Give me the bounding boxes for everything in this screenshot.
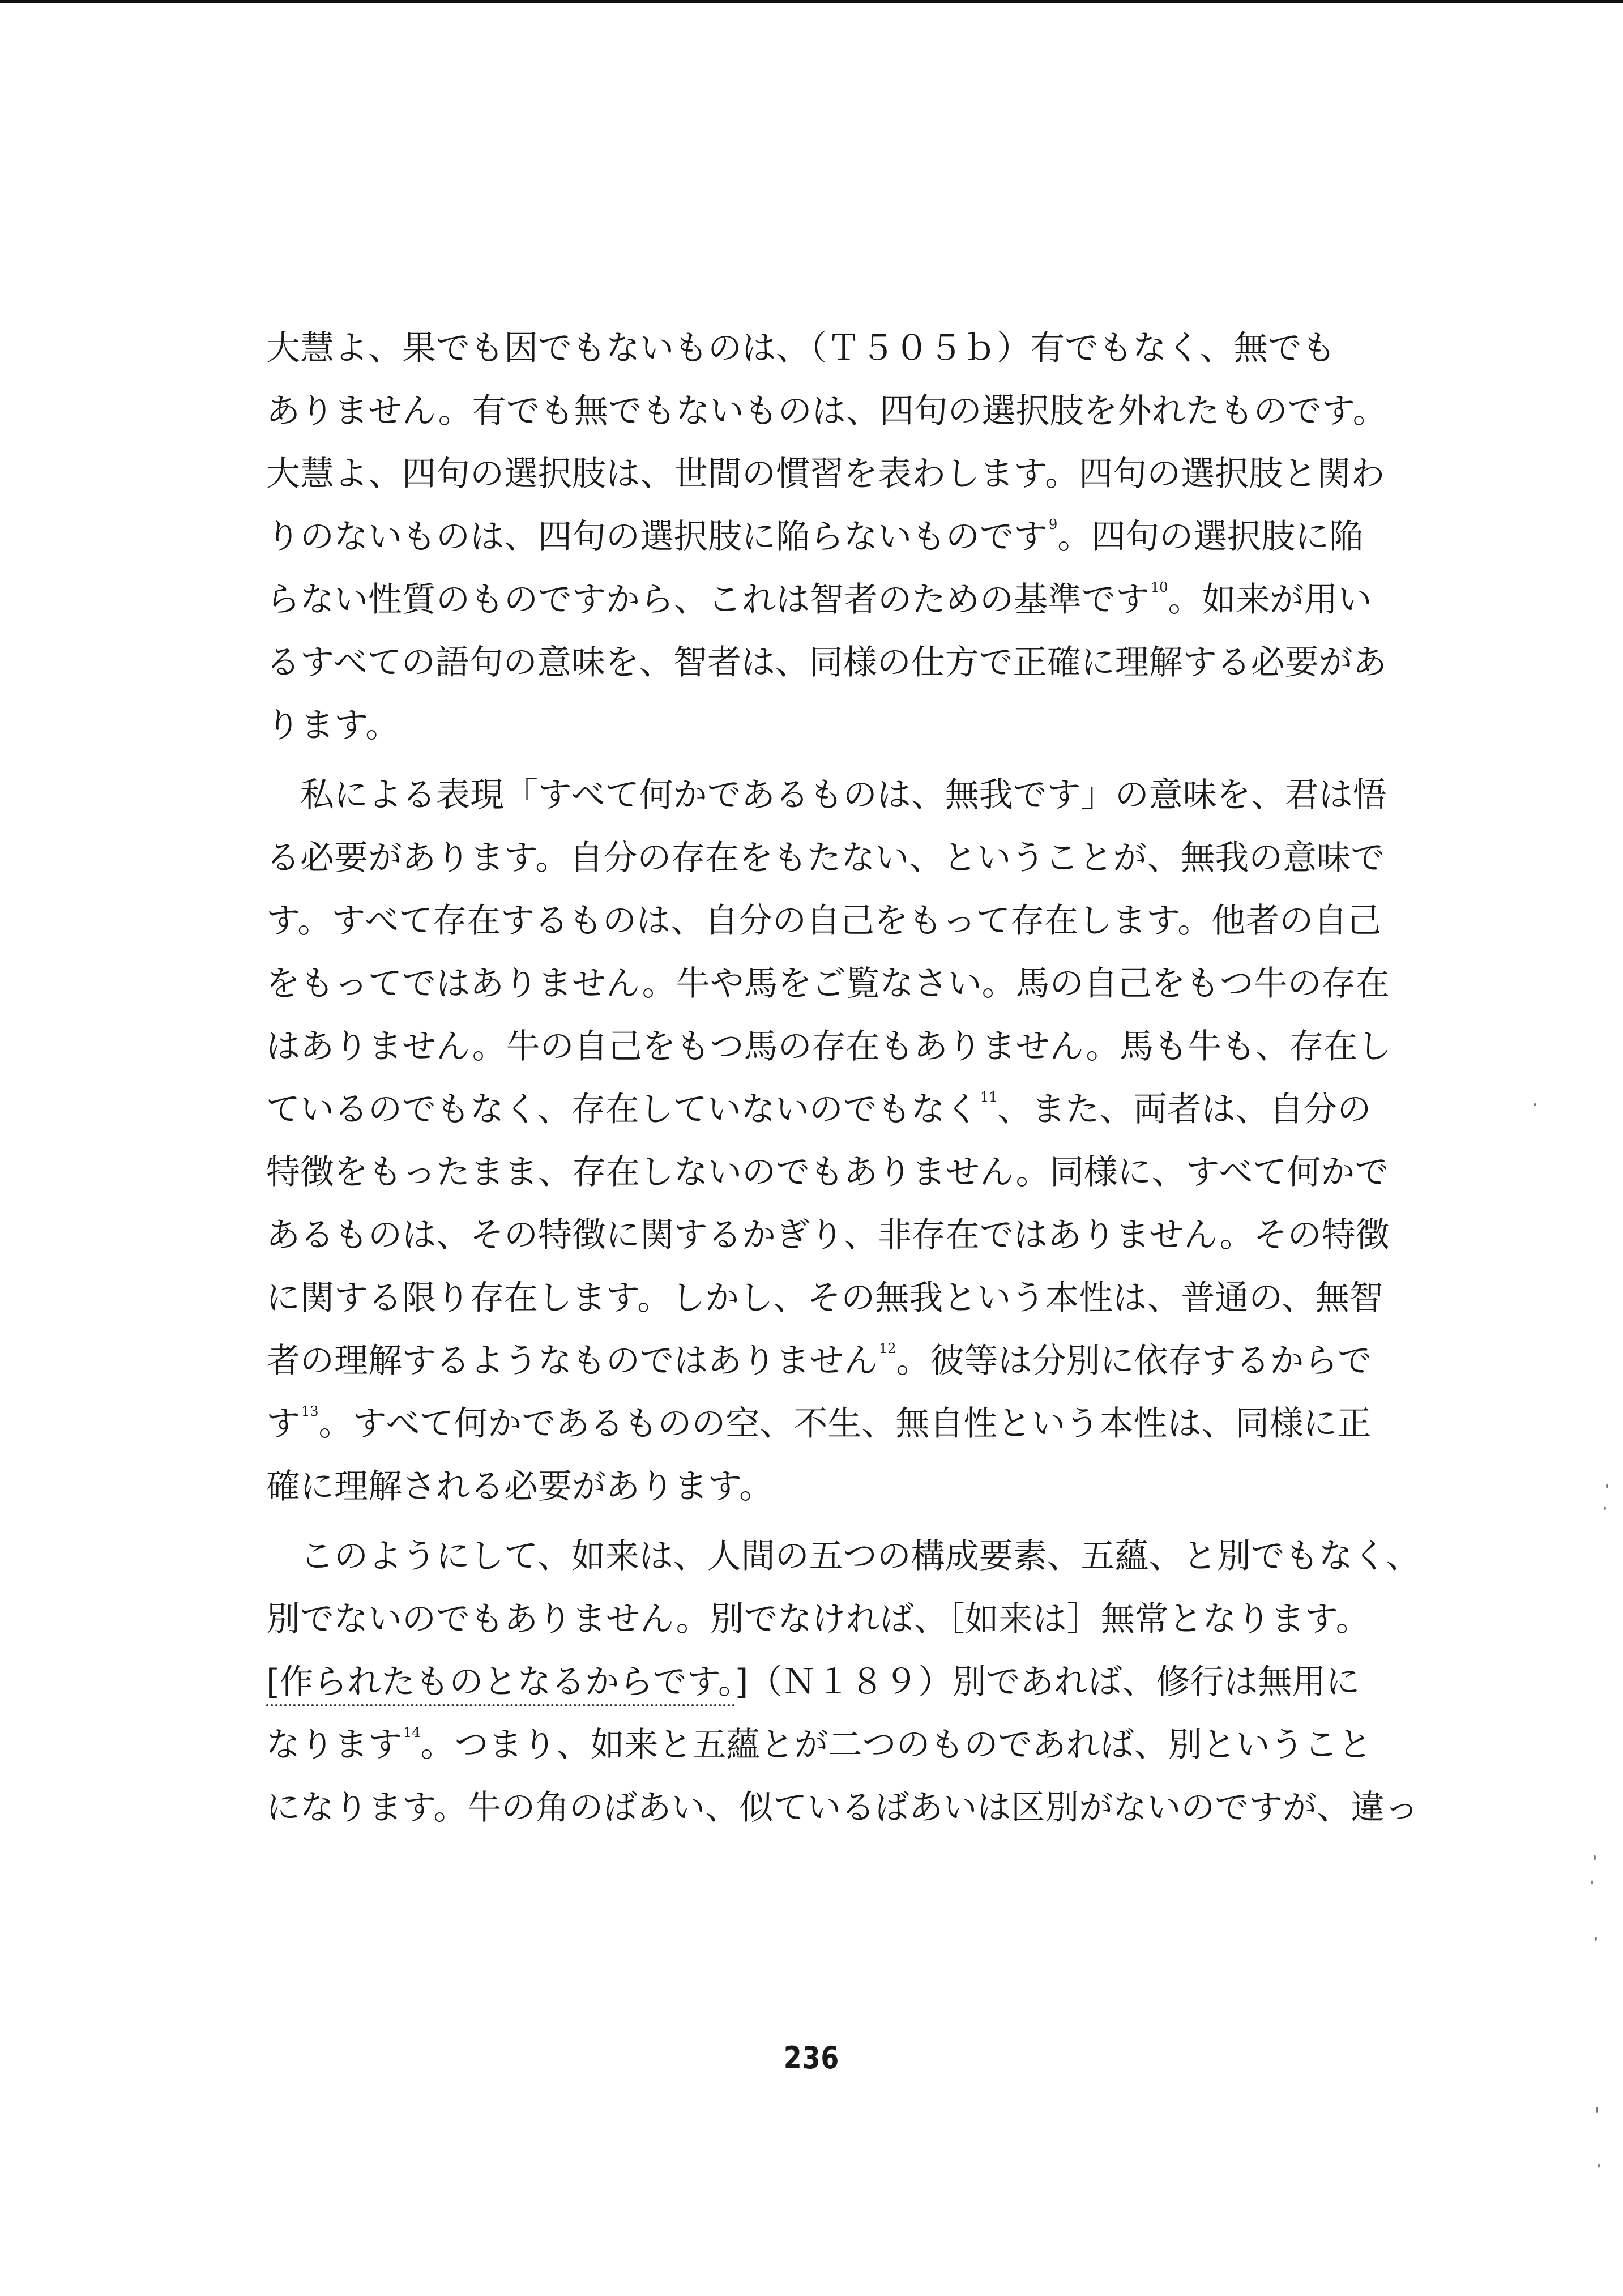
scan-speck (1604, 1507, 1606, 1510)
text-line: ありません。有でも無でもないものは、四句の選択肢を外れたものです。 (266, 391, 1387, 431)
text-line (266, 1714, 1372, 1777)
text-line (266, 1330, 1372, 1393)
text-span: らない性質のものですから、これは智者のための基準です (266, 580, 1150, 620)
text-line: るすべての語句の意味を、智者は、同様の仕方で正確に理解する必要があ (266, 643, 1387, 682)
text-line (266, 506, 1364, 569)
text-line: に関する限り存在します。しかし、その無我という本性は、普通の、無智 (266, 1278, 1383, 1318)
scan-speck (1606, 1484, 1608, 1488)
footnote-ref[interactable]: 12 (879, 1341, 896, 1356)
scan-speck (1595, 1937, 1597, 1941)
text-span: 。彼等は分別に依存するからで (896, 1341, 1372, 1381)
text-span: りのないものは、四句の選択肢に陥らないものです (266, 517, 1048, 557)
text-line (266, 1651, 1360, 1714)
text-line: 大慧よ、四句の選択肢は、世間の慣習を表わします。四句の選択肢と関わ (266, 454, 1385, 494)
closing-bracket: ] (735, 1662, 749, 1702)
footnote-ref[interactable]: 14 (403, 1725, 421, 1740)
scan-speck (1596, 2107, 1598, 2113)
text-line (266, 569, 1372, 631)
text-span: す (266, 1404, 300, 1444)
text-span: （Ｎ１８９）別であれば、修行は無用に (748, 1662, 1360, 1702)
text-span: 、また、両者は、自分の (997, 1090, 1372, 1129)
text-line: 別でないのでもありません。別でなければ、［如来は］無常となります。 (266, 1599, 1370, 1639)
text-line: あるものは、その特徴に関するかぎり、非存在ではありません。その特徴 (266, 1215, 1390, 1255)
text-span: 。如来が用い (1168, 580, 1372, 620)
text-line: る必要があります。自分の存在をもたない、ということが、無我の意味で (266, 838, 1385, 878)
footnote-ref[interactable]: 10 (1151, 579, 1168, 595)
scan-top-border (0, 0, 1623, 3)
scan-speck (1598, 2163, 1600, 2168)
paragraph-2 (266, 764, 1392, 1518)
footnote-ref[interactable]: 13 (301, 1403, 319, 1419)
text-span: 者の理解するようなものではありません (266, 1341, 878, 1381)
text-span: なります (266, 1725, 402, 1765)
scan-speck (1534, 1103, 1536, 1106)
paragraph-3 (266, 1525, 1420, 1840)
paragraph-1 (266, 317, 1387, 757)
scan-speck (1594, 1855, 1596, 1860)
footnote-ref[interactable]: 9 (1049, 517, 1058, 532)
text-span: ているのでもなく、存在していないのでもなく (266, 1090, 979, 1129)
inserted-text: [作られたものとなるからです。 (266, 1662, 735, 1706)
text-span: 。つまり、如来と五蘊とが二つのものであれば、別ということ (420, 1725, 1372, 1765)
page-number: 236 (783, 2040, 840, 2076)
text-span: 。すべて何かであるものの空、不生、無自性という本性は、同様に正 (318, 1404, 1372, 1444)
text-line: になります。牛の角のばあい、似ているばあいは区別がないのですが、違っ (266, 1788, 1419, 1828)
footnote-ref[interactable]: 11 (980, 1089, 998, 1105)
body-text (266, 317, 1420, 1840)
text-line: をもってではありません。牛や馬をご覧なさい。馬の自己をもつ牛の存在 (266, 964, 1390, 1004)
text-line: す。すべて存在するものは、自分の自己をもって存在します。他者の自己 (266, 901, 1382, 941)
text-line: ります。 (266, 706, 400, 745)
text-line: はありません。牛の自己をもつ馬の存在もありません。馬も牛も、存在し (266, 1027, 1392, 1066)
text-line: 大慧よ、果でも因でもないものは、（Ｔ５０５ｂ）有でもなく、無でも (266, 328, 1336, 368)
text-line: 特徴をもったまま、存在しないのでもありません。同様に、すべて何かで (266, 1153, 1389, 1192)
text-line: このようにして、如来は、人間の五つの構成要素、五蘊、と別でもなく、 (266, 1537, 1420, 1576)
text-line (266, 1393, 1372, 1456)
text-line: 私による表現「すべて何かであるものは、無我です」の意味を、君は悟 (266, 775, 1387, 815)
text-line (266, 1078, 1372, 1141)
text-line: 確に理解される必要があります。 (266, 1467, 774, 1507)
scan-speck (1591, 1880, 1593, 1885)
text-span: 。四句の選択肢に陥 (1057, 517, 1364, 557)
